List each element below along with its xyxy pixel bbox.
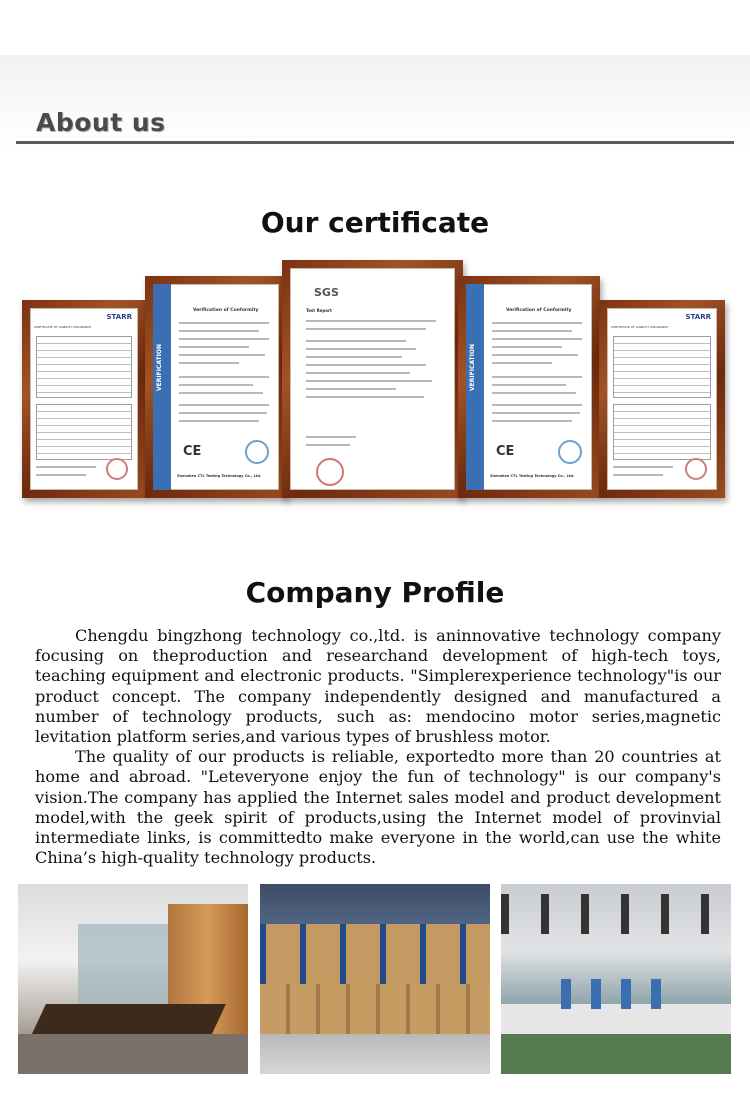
text-line <box>492 362 552 364</box>
certificate-table <box>613 404 711 460</box>
text-line <box>179 354 265 356</box>
text-line <box>492 420 572 422</box>
certificate-seal <box>245 440 269 464</box>
text-line <box>492 354 578 356</box>
meeting-room-photo <box>18 884 248 1074</box>
text-line <box>492 330 572 332</box>
ce-mark: CE <box>183 444 202 459</box>
certificate-frame <box>282 260 463 498</box>
certificate-logo: STARR <box>106 313 132 321</box>
certificate-section-title: Our certificate <box>260 206 490 239</box>
text-line <box>179 338 269 340</box>
certificate-issuer: Shenzhen CTL Testing Technology Co., Ltd. <box>177 474 262 478</box>
certificate-paper <box>153 284 279 490</box>
text-line <box>179 322 269 324</box>
text-line <box>492 346 562 348</box>
floor <box>501 1034 731 1074</box>
certificate-frame <box>145 276 287 498</box>
certificate-heading: CERTIFICATE OF LIABILITY INSURANCE <box>34 325 92 329</box>
certificate-heading: Test Report <box>306 308 332 313</box>
certificate-frame <box>22 300 146 498</box>
certificate-paper <box>466 284 592 490</box>
warehouse-photo <box>260 884 490 1074</box>
ce-mark: CE <box>496 444 515 459</box>
certificate-frame <box>599 300 725 498</box>
ceiling-ducts <box>501 894 731 934</box>
certificate-seal <box>106 458 128 480</box>
workers <box>561 979 681 1009</box>
text-line <box>492 384 566 386</box>
text-line <box>306 396 424 398</box>
certificate-paper <box>290 268 455 490</box>
text-line <box>179 384 253 386</box>
certificate-seal <box>685 458 707 480</box>
text-line <box>179 362 239 364</box>
certificate-seal <box>316 458 344 486</box>
text-line <box>306 444 350 446</box>
text-line <box>306 340 406 342</box>
boxes <box>260 984 490 1034</box>
certificate-table <box>36 404 132 460</box>
text-line <box>306 372 410 374</box>
floor <box>260 1034 490 1074</box>
certificate-logo: SGS <box>314 286 339 299</box>
certificate-frame <box>458 276 600 498</box>
text-line <box>179 346 249 348</box>
text-line <box>492 322 582 324</box>
text-line <box>306 364 426 366</box>
profile-paragraph: Chengdu bingzhong technology co.,ltd. is aninnovative technology company focusing on theproduction and researchand development of high-tech toys, teaching equipment and electronic products. "Simplerexperience technology"is our product concept. The company independently designed and manufactured a number of technology products, such as: mendocino motor series,magnetic levitation platform series,and various types of brushless motor. <box>35 626 721 747</box>
certificate-issuer: Shenzhen CTL Testing Technology Co., Ltd. <box>490 474 575 478</box>
text-line <box>492 404 582 406</box>
text-line <box>36 474 86 476</box>
text-line <box>306 320 436 322</box>
conference-table <box>30 1004 226 1038</box>
text-line <box>179 404 269 406</box>
certificate-heading: Verification of Conformity <box>506 308 572 313</box>
production-line-photo <box>501 884 731 1074</box>
text-line <box>179 392 263 394</box>
text-line <box>492 376 582 378</box>
text-line <box>492 412 580 414</box>
text-line <box>306 328 426 330</box>
certificate-heading: CERTIFICATE OF LIABILITY INSURANCE <box>611 325 669 329</box>
header-band <box>0 55 750 155</box>
text-line <box>179 412 267 414</box>
certificate-table <box>36 336 132 398</box>
company-profile-text <box>35 626 721 868</box>
text-line <box>306 348 416 350</box>
certificate-paper <box>607 308 717 490</box>
text-line <box>306 380 432 382</box>
text-line <box>36 466 96 468</box>
text-line <box>492 338 582 340</box>
text-line <box>613 474 663 476</box>
text-line <box>492 392 576 394</box>
text-line <box>306 388 396 390</box>
text-line <box>613 466 673 468</box>
text-line <box>179 420 259 422</box>
certificate-table <box>613 336 711 398</box>
certificate-heading: Verification of Conformity <box>193 308 259 313</box>
text-line <box>306 436 356 438</box>
floor <box>18 1034 248 1074</box>
certificate-side-text: VERIFICATION <box>469 344 476 391</box>
text-line <box>306 356 402 358</box>
text-line <box>179 330 259 332</box>
shelving <box>260 924 490 984</box>
profile-paragraph: The quality of our products is reliable, exportedto more than 20 countries at home and abroad. "Leteveryone enjoy the fun of technology" is our company's vision.The company has applied the Internet sales model and product development model,with the geek spirit of products,using the Internet model of provinvial intermediate links, is committedto make everyone in the world,can use the white China’s high-quality technology products. <box>35 747 721 868</box>
certificate-side-text: VERIFICATION <box>156 344 163 391</box>
profile-section-title: Company Profile <box>245 576 505 609</box>
certificate-logo: STARR <box>685 313 711 321</box>
certificate-seal <box>558 440 582 464</box>
certificate-paper <box>30 308 138 490</box>
page-title: About us <box>36 108 166 137</box>
text-line <box>179 376 269 378</box>
title-divider <box>16 141 734 144</box>
